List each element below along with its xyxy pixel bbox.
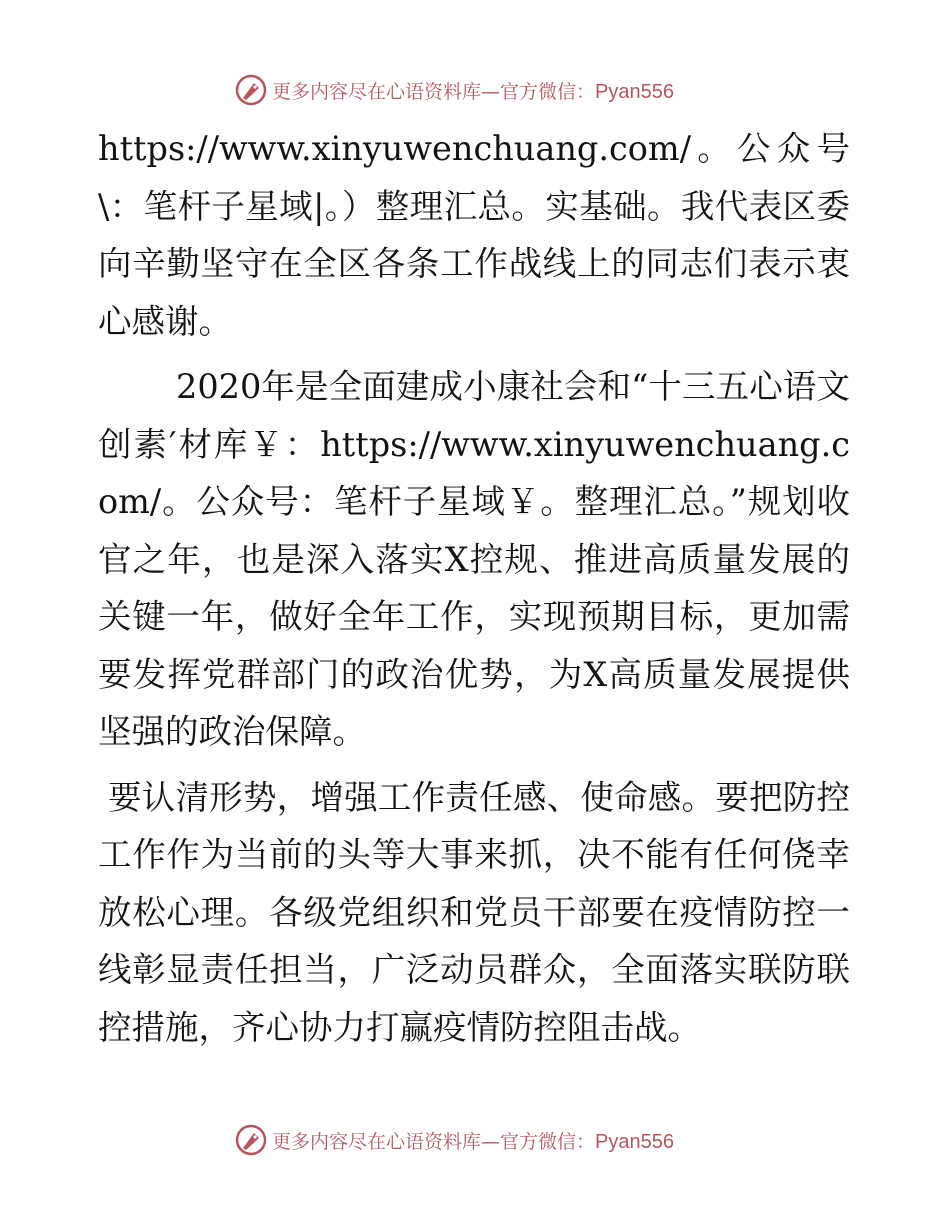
pen-nib-logo-icon <box>234 73 268 107</box>
watermark-site-name: 更多内容尽在心语资料库 <box>272 80 482 103</box>
footer-watermark-text <box>272 1127 674 1154</box>
watermark-separator: — <box>481 80 501 103</box>
watermark-wechat-id: Pyan556 <box>595 80 674 103</box>
watermark-wechat-label: 官方微信： <box>500 80 596 103</box>
watermark-wechat-id: Pyan556 <box>595 1130 674 1153</box>
footer-watermark <box>234 1122 674 1158</box>
paragraph-3: 要认清形势，增强工作责任感、使命感。要把防控工作作为当前的头等大事来抓，决不能有任何侥幸放松心理。各级党组织和党员干部要在疫情防控一线彰显责任担当，广泛动员群众，全面落实联防联控措施，齐心协力打赢疫情防控阻击战。 <box>98 777 850 1047</box>
header-watermark <box>234 72 674 108</box>
header-watermark-text <box>272 77 674 104</box>
paragraph-2: 2020年是全面建成小康社会和“十三五心语文创素′材库￥：https://www.xinyuwenchuang.com/。公众号：笔杆子星域￥。整理汇总。”规划收官之年，也是深入落实X控规、推进高质量发展的关键一年，做好全年工作，实现预期目标，更加需要发挥党群部门的政治优势，为X高质量发展提供坚强的政治保障。 <box>98 367 850 751</box>
watermark-wechat-label: 官方微信： <box>500 1130 596 1153</box>
watermark-separator: — <box>481 1130 501 1153</box>
document-body <box>98 120 850 1056</box>
pen-nib-logo-icon <box>234 1123 268 1157</box>
paragraph-1: https://www.xinyuwenchuang.com/。公众号\：笔杆子星域|。）整理汇总。实基础。我代表区委向辛勤坚守在全区各条工作战线上的同志们表示衷心感谢。 <box>98 129 850 341</box>
watermark-site-name: 更多内容尽在心语资料库 <box>272 1130 482 1153</box>
